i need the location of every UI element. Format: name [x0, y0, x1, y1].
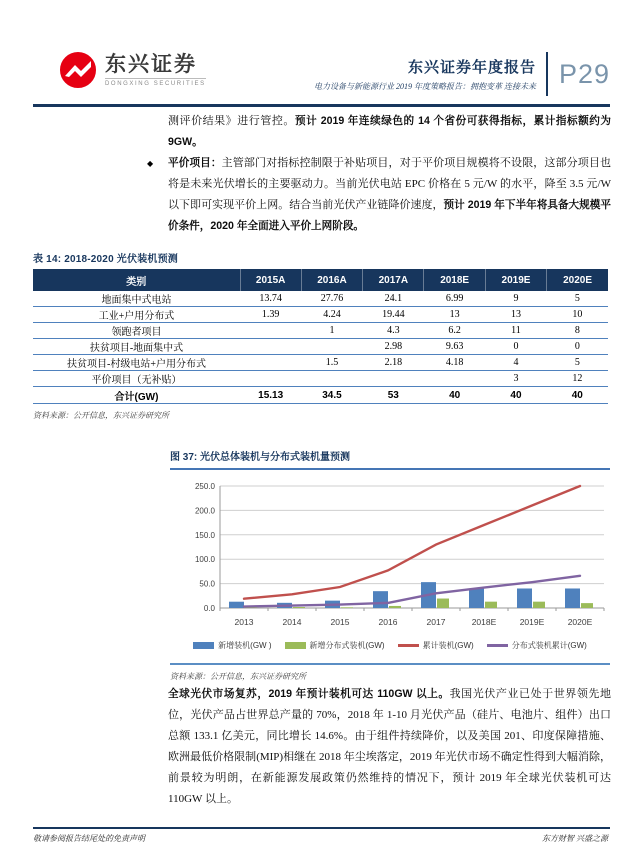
- legend-label: 分布式装机累计(GW): [511, 641, 587, 650]
- header-rule: [33, 104, 610, 107]
- footer-slogan: 东方财智 兴盛之源: [542, 834, 608, 843]
- row-value-cell: 4: [485, 355, 546, 371]
- row-value-cell: 2.18: [363, 355, 424, 371]
- table-row: [33, 355, 608, 371]
- pv-install-combo-chart: [170, 476, 610, 632]
- row-value-cell: [301, 339, 362, 355]
- logo-en-text: DONGXING SECURITIES: [105, 78, 206, 87]
- legend-swatch: [487, 644, 508, 647]
- x-axis-tick-label: 2017: [426, 617, 446, 627]
- table-title: 表 14: 2018-2020 光伏装机预测: [33, 254, 179, 265]
- footer-disclaimer: 敬请参阅报告结尾处的免责声明: [33, 834, 145, 843]
- table-header-cell: 2019E: [485, 269, 546, 291]
- logo-text: [105, 54, 206, 87]
- x-axis-tick-label: 2020E: [567, 617, 593, 627]
- chart-bar-new-distributed: [485, 602, 497, 608]
- figure-source: 资料来源：公开信息，东兴证券研究所: [170, 672, 306, 681]
- row-value-cell: 4.18: [424, 355, 485, 371]
- table-header-cell: 2015A: [240, 269, 301, 291]
- bullet-item-parity-projects: [147, 153, 611, 237]
- row-value-cell: 9.63: [424, 339, 485, 355]
- paragraph-indicator-quota: [168, 111, 611, 153]
- row-value-cell: 9: [485, 291, 546, 307]
- chart-legend: [170, 640, 610, 651]
- pv-install-forecast-table: [33, 269, 608, 404]
- row-category-cell: 平价项目（无补贴）: [33, 371, 240, 387]
- x-axis-tick-label: 2014: [282, 617, 302, 627]
- table-source: 资料来源：公开信息，东兴证券研究所: [33, 411, 169, 420]
- row-value-cell: 12: [547, 371, 608, 387]
- chart-bar-new-distributed: [293, 607, 305, 608]
- table-row: [33, 339, 608, 355]
- row-value-cell: 4.24: [301, 307, 362, 323]
- y-axis-tick-label: 150.0: [194, 530, 215, 540]
- row-value-cell: 5: [547, 291, 608, 307]
- y-axis-tick-label: 0.0: [203, 604, 215, 613]
- chart-bar-new-distributed: [389, 606, 401, 608]
- legend-item: [487, 640, 587, 651]
- row-category-cell: 扶贫项目-地面集中式: [33, 339, 240, 355]
- y-axis-tick-label: 200.0: [194, 506, 215, 516]
- row-value-cell: 13.74: [240, 291, 301, 307]
- table-header-cell: 2017A: [363, 269, 424, 291]
- row-value-cell: 53: [363, 387, 424, 404]
- row-value-cell: 8: [547, 323, 608, 339]
- row-value-cell: 2.98: [363, 339, 424, 355]
- table-total-row: [33, 387, 608, 404]
- figure-separator: [170, 663, 610, 665]
- bullet-bold-text: 预计 2019 年下半年将具备大规模平价条件，2020 年全面进入平价上网阶段。: [168, 199, 611, 232]
- chart-bar-new-install: [517, 588, 532, 608]
- table-header-row: [33, 269, 608, 291]
- legend-item: [193, 640, 271, 651]
- row-value-cell: 13: [485, 307, 546, 323]
- bullet-icon: ◆: [147, 159, 154, 168]
- x-axis-tick-label: 2015: [330, 617, 350, 627]
- row-value-cell: [240, 339, 301, 355]
- logo-cn-text: 东兴证券: [105, 52, 197, 76]
- page-number: P29: [558, 58, 610, 89]
- dongxing-logo-icon: [58, 50, 98, 90]
- row-value-cell: 1.5: [301, 355, 362, 371]
- table-header-cell: 2020E: [547, 269, 608, 291]
- legend-label: 新增分布式装机(GW): [309, 641, 385, 650]
- legend-swatch: [398, 644, 419, 647]
- row-value-cell: 11: [485, 323, 546, 339]
- row-value-cell: 40: [547, 387, 608, 404]
- row-value-cell: 40: [485, 387, 546, 404]
- row-value-cell: [424, 371, 485, 387]
- row-value-cell: 0: [485, 339, 546, 355]
- header-right: [314, 52, 610, 96]
- y-axis-tick-label: 250.0: [194, 482, 215, 491]
- table-row: [33, 307, 608, 323]
- row-value-cell: 5: [547, 355, 608, 371]
- x-axis-tick-label: 2019E: [519, 617, 545, 627]
- header-titles: [314, 56, 546, 92]
- row-category-cell: 地面集中式电站: [33, 291, 240, 307]
- row-value-cell: 6.99: [424, 291, 485, 307]
- y-axis-tick-label: 100.0: [194, 555, 215, 565]
- table-row: [33, 371, 608, 387]
- row-value-cell: [240, 323, 301, 339]
- row-value-cell: 34.5: [301, 387, 362, 404]
- legend-item: [285, 640, 385, 651]
- paragraph-bold-text: 预计 2019 年连续绿色的 14 个省份可获得指标，累计指标额约为 9GW。: [168, 115, 612, 148]
- chart-bar-new-install: [565, 588, 580, 608]
- table-header-cell: 类别: [33, 269, 240, 291]
- row-value-cell: 0: [547, 339, 608, 355]
- table-row: [33, 323, 608, 339]
- legend-swatch: [193, 642, 214, 649]
- x-axis-tick-label: 2016: [378, 617, 398, 627]
- chart-bar-new-distributed: [437, 599, 449, 608]
- row-value-cell: 13: [424, 307, 485, 323]
- pv-install-forecast-table-block: [33, 250, 608, 421]
- table-header-cell: 2018E: [424, 269, 485, 291]
- chart-bar-new-distributed: [341, 607, 353, 608]
- row-value-cell: 27.76: [301, 291, 362, 307]
- row-value-cell: [240, 355, 301, 371]
- chart-bar-new-distributed: [581, 603, 593, 608]
- chart-bar-new-install: [373, 591, 388, 608]
- report-title: 东兴证券年度报告: [407, 59, 536, 76]
- table-row: [33, 291, 608, 307]
- chart-bar-new-distributed: [533, 602, 545, 608]
- closing-body-text: 我国光伏产业已处于世界领先地位，光伏产品占世界总产量的 70%，2018 年 1-10 月光伏产品（硅片、电池片、组件）出口总额 133.1 亿美元，同比增长 14.6%。由于组件持续降价，以及美国 201、印度保障措施、欧洲最低价格限制(MIP)相继在 2018 年尘埃落定，2019 年光伏市场不确定性得到大幅消除，前景较为明朗，在新能源发展政策仍然维持的情况下，预计 2019 年全球光伏装机可达 110GW 以上。: [168, 688, 612, 805]
- row-value-cell: 40: [424, 387, 485, 404]
- figure-title: 图 37: 光伏总体装机与分布式装机量预测: [170, 448, 610, 470]
- row-value-cell: 10: [547, 307, 608, 323]
- report-subtitle: 电力设备与新能源行业 2019 年度策略报告：拥抱变革 连接未来: [313, 82, 536, 91]
- bullet-body-text: 主管部门对指标控制限于补贴项目，对于平价项目规模将不设限，这部分项目也将是未来光伏增长的主要驱动力。当前光伏电站 EPC 价格在 5 元/W 的水平，降至 3.5 元/W 以下即可实现平价上网。结合当前光伏产业链降价速度，: [168, 157, 612, 211]
- dongxing-logo: [58, 50, 206, 90]
- row-value-cell: 1: [301, 323, 362, 339]
- legend-swatch: [285, 642, 306, 649]
- row-value-cell: 24.1: [363, 291, 424, 307]
- paragraph-regular-text: 测评价结果》进行管控。: [168, 115, 295, 127]
- row-value-cell: 19.44: [363, 307, 424, 323]
- paragraph-global-pv-market: [168, 684, 611, 810]
- row-value-cell: 6.2: [424, 323, 485, 339]
- row-category-cell: 工业+户用分布式: [33, 307, 240, 323]
- chart-bar-new-install: [229, 602, 244, 608]
- row-value-cell: 15.13: [240, 387, 301, 404]
- chart-bar-new-install: [469, 588, 484, 608]
- row-value-cell: [301, 371, 362, 387]
- row-value-cell: [363, 371, 424, 387]
- x-axis-tick-label: 2013: [234, 617, 254, 627]
- bullet-paragraph: [168, 153, 611, 237]
- legend-label: 新增装机(GW ): [218, 641, 272, 650]
- bullet-lead-text: 平价项目：: [168, 157, 222, 169]
- table-header-cell: 2016A: [301, 269, 362, 291]
- row-value-cell: 1.39: [240, 307, 301, 323]
- x-axis-tick-label: 2018E: [471, 617, 497, 627]
- legend-label: 累计装机(GW): [422, 641, 474, 650]
- pv-install-chart-block: [170, 448, 610, 682]
- closing-lead-text: 全球光伏市场复苏，2019 年预计装机可达 110GW 以上。: [168, 688, 450, 700]
- row-category-cell: 领跑者项目: [33, 323, 240, 339]
- row-value-cell: 4.3: [363, 323, 424, 339]
- row-category-cell: 扶贫项目-村级电站+户用分布式: [33, 355, 240, 371]
- row-category-cell: 合计(GW): [33, 387, 240, 404]
- y-axis-tick-label: 50.0: [199, 579, 215, 589]
- legend-item: [398, 640, 474, 651]
- row-value-cell: 3: [485, 371, 546, 387]
- row-value-cell: [240, 371, 301, 387]
- footer-rule: [33, 827, 610, 829]
